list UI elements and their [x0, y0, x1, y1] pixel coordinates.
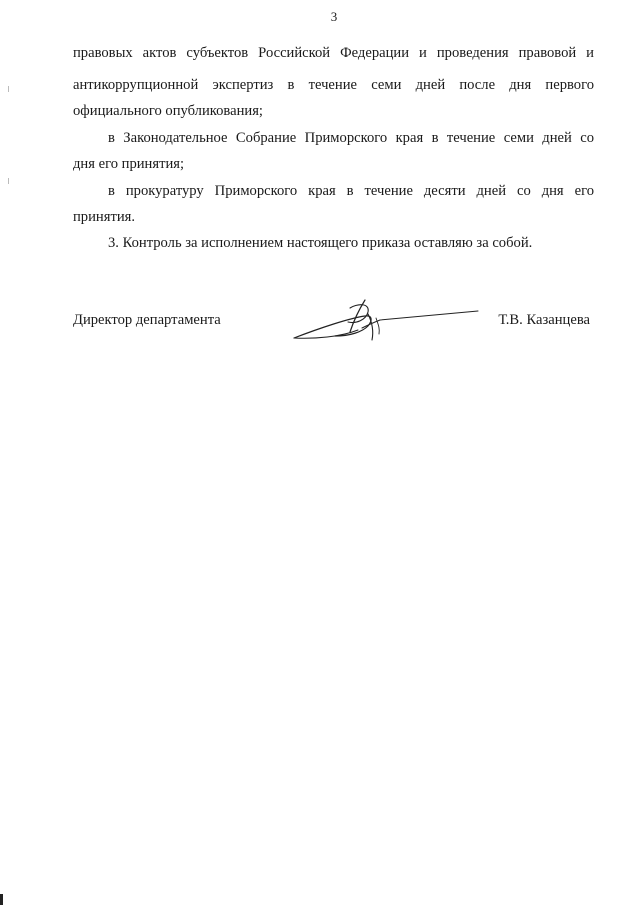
signer-position: Директор департамента [73, 312, 221, 328]
paragraph-line: в Законодательное Собрание Приморского края в течение семи дней со [108, 130, 594, 146]
paragraph-line: в прокуратуру Приморского края в течение десяти дней со дня его [108, 183, 594, 199]
signer-name: Т.В. Казанцева [498, 312, 590, 328]
scan-artifact [0, 894, 3, 905]
paragraph-line: 3. Контроль за исполнением настоящего приказа оставляю за собой. [108, 235, 533, 251]
page-number: 3 [330, 9, 338, 24]
paragraph-line: принятия. [73, 209, 135, 225]
paragraph-line: антикоррупционной экспертиз в течение семи дней после дня первого [73, 77, 594, 93]
paragraph-line: официального опубликования; [73, 103, 263, 119]
paragraph-line: правовых актов субъектов Российской Федерации и проведения правовой и [73, 45, 594, 61]
scan-artifact [8, 86, 9, 92]
signature-block [0, 298, 640, 348]
handwritten-signature [290, 298, 490, 348]
scan-artifact [8, 178, 9, 184]
paragraph-line: дня его принятия; [73, 156, 185, 172]
